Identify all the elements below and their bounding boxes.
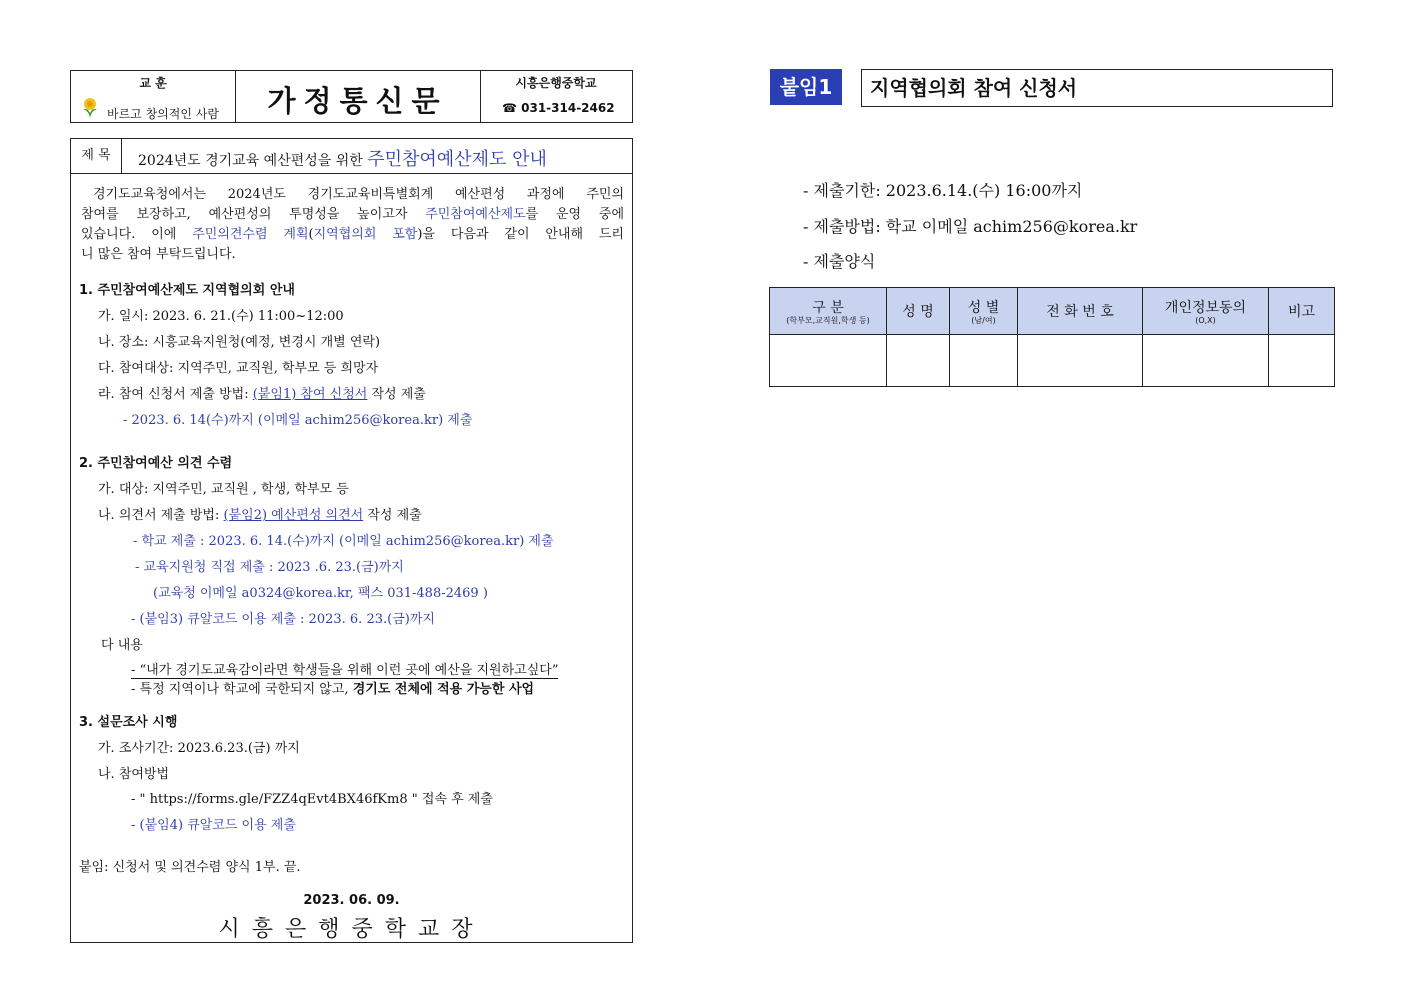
motto-title: 교 훈 (139, 76, 167, 90)
page-title: 가정통신문 (267, 84, 448, 118)
section-3-title: 3. 설문조사 시행 (79, 715, 178, 730)
intro-council: 지역협의회 포함 (313, 227, 418, 242)
intro-line-3c: ( (308, 227, 314, 242)
header-label: 비고 (1287, 304, 1316, 320)
section-1-deadline: - 2023. 6. 14(수)까지 (이메일 achim256@korea.kr) 제출 (123, 413, 473, 428)
section-2-scope-b: 경기도 전체에 적용 가능한 사업 (352, 682, 535, 697)
cell-name[interactable] (887, 335, 950, 387)
cell-consent[interactable] (1143, 335, 1269, 387)
attachment-2-link[interactable]: (붙임2) 예산편성 의견서 (223, 508, 364, 523)
intro-line-2c: 를 운영 중에 (525, 207, 624, 222)
section-2-method-post: 작성 제출 (367, 508, 422, 523)
application-form-table (769, 287, 1335, 387)
letter-header (70, 70, 633, 123)
section-3-period: 가. 조사기간: 2023.6.23.(금) 까지 (98, 741, 300, 756)
section-1-target: 다. 참여대상: 지역주민, 교직원, 학부모 등 희망자 (98, 361, 379, 376)
header-gender (950, 288, 1018, 335)
section-2-target: 가. 대상: 지역주민, 교직원 , 학생, 학부모 등 (98, 482, 349, 497)
school-name: 시흥은행중학교 (515, 76, 597, 90)
attachment-1-badge: 붙임1 (770, 69, 842, 105)
method-line: - 제출방법: 학교 이메일 achim256@korea.kr (803, 217, 1138, 236)
section-1-method-label: 라. 참여 신청서 제출 방법: (98, 387, 249, 402)
header-label: 성 명 (902, 304, 934, 320)
subject-label: 제 목 (71, 139, 122, 173)
section-2-content-label: 다 내용 (101, 638, 143, 653)
section-2-method (98, 504, 422, 523)
section-2-method-label: 나. 의견서 제출 방법: (98, 508, 220, 523)
section-2-scope-a: - 특정 지역이나 학교에 국한되지 않고, (131, 682, 349, 697)
subject-text (138, 145, 547, 171)
header-note: (남/여) (971, 316, 996, 325)
table-row (770, 335, 1335, 387)
header-phone (1018, 288, 1143, 335)
intro-line-3a: 있습니다. 이에 (81, 227, 177, 242)
intro-line-3e: )을 다음과 같이 안내해 드리 (417, 227, 624, 242)
section-3-qr: - (붙임4) 큐알코드 이용 제출 (131, 818, 296, 833)
intro-line-2 (81, 205, 624, 225)
cell-category[interactable] (770, 335, 887, 387)
section-1-title: 1. 주민참여예산제도 지역협의회 안내 (79, 283, 295, 298)
section-2-theme: - “내가 경기도교육감이라면 학생들을 위해 이런 곳에 예산을 지원하고싶다” (131, 659, 558, 679)
header-consent (1143, 288, 1269, 335)
form-line: - 제출양식 (803, 252, 876, 271)
header-label: 전 화 번 호 (1046, 304, 1114, 320)
table-header-row (770, 288, 1335, 335)
subject-prefix: 2024년도 경기교육 예산편성을 위한 (138, 153, 363, 169)
subject-row (71, 139, 632, 174)
motto-text: 바르고 창의적인 사람 (107, 107, 219, 121)
attachment-1-link[interactable]: (붙임1) 참여 신청서 (252, 387, 368, 402)
deadline-line: - 제출기한: 2023.6.14.(수) 16:00까지 (803, 181, 1083, 200)
section-2-qr-submit: - (붙임3) 큐알코드 이용 제출 : 2023. 6. 23.(금)까지 (131, 612, 435, 627)
cell-gender[interactable] (950, 335, 1018, 387)
intro-line-1: 경기도교육청에서는 2024년도 경기도교육비특별회계 예산편성 과정에 주민의 (93, 187, 624, 202)
intro-line-2a: 참여를 보장하고, 예산편성의 투명성을 높이고자 (81, 207, 408, 222)
school-cell (480, 71, 632, 122)
letter-body (70, 138, 633, 943)
signature-date: 2023. 06. 09. (303, 893, 400, 908)
intro-plan: 주민의견수렴 계획 (192, 227, 309, 242)
cell-phone[interactable] (1018, 335, 1143, 387)
header-label: 성 별 (967, 300, 1000, 316)
cell-remarks[interactable] (1269, 335, 1335, 387)
section-2-school-submit: - 학교 제출 : 2023. 6. 14.(수)까지 (이메일 achim256@korea.kr) 제출 (133, 534, 554, 549)
section-2-scope (131, 678, 534, 697)
header-category (770, 288, 887, 335)
intro-line-4: 니 많은 참여 부탁드립니다. (81, 247, 236, 262)
motto-cell (71, 71, 236, 122)
intro-link-budget-system: 주민참여예산제도 (425, 207, 526, 222)
title-cell (235, 71, 481, 122)
section-3-how: 나. 참여방법 (98, 767, 170, 782)
header-note: (학부모,교직원,학생 등) (786, 316, 870, 325)
section-2-title: 2. 주민참여예산 의견 수렴 (79, 456, 233, 471)
signature-name: 시흥은행중학교장 (218, 917, 485, 942)
section-1-method (98, 383, 426, 402)
section-1-place: 나. 장소: 시흥교육지원청(예정, 변경시 개별 연락) (98, 335, 381, 350)
section-2-office-contact: (교육청 이메일 a0324@korea.kr, 팩스 031-488-2469 ) (153, 586, 488, 601)
attachment-1-title: 지역협의회 참여 신청서 (861, 69, 1333, 107)
phone-number: ☎ 031-314-2462 (502, 101, 615, 115)
flower-icon (79, 97, 101, 119)
header-label: 개인정보동의 (1164, 300, 1247, 316)
header-remarks (1269, 288, 1335, 335)
section-1-method-post: 작성 제출 (371, 387, 426, 402)
header-note: (O,X) (1195, 316, 1216, 325)
attachment-note: 붙임: 신청서 및 의견수렴 양식 1부. 끝. (79, 860, 301, 875)
header-label: 구 분 (812, 300, 844, 316)
section-2-office-submit: - 교육지원청 직접 제출 : 2023 .6. 23.(금)까지 (135, 560, 404, 575)
subject-highlight: 주민참여예산제도 안내 (367, 149, 547, 170)
intro-line-3 (81, 225, 624, 245)
section-1-date: 가. 일시: 2023. 6. 21.(수) 11:00~12:00 (98, 309, 344, 324)
header-name (887, 288, 950, 335)
survey-link[interactable]: - " https://forms.gle/FZZ4qEvt4BX46fKm8 " 접속 후 제출 (131, 792, 493, 807)
